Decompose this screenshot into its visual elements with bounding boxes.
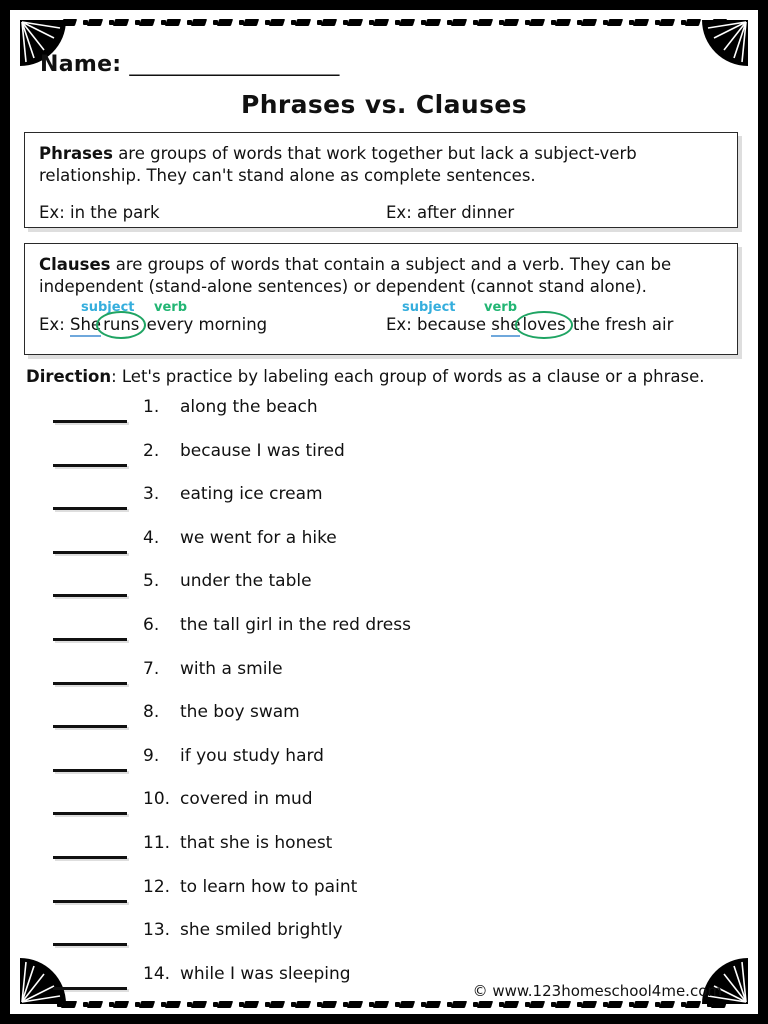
page-title: Phrases vs. Clauses bbox=[240, 90, 528, 119]
clauses-example-right-prefix: Ex: because bbox=[386, 314, 492, 334]
item-number: 3. bbox=[143, 484, 160, 505]
answer-blank-line[interactable] bbox=[53, 551, 127, 554]
clauses-example-left bbox=[39, 315, 376, 334]
page-border-bottom bbox=[0, 1014, 768, 1024]
item-number: 7. bbox=[143, 658, 160, 679]
item-text: eating ice cream bbox=[180, 484, 323, 505]
item-text: to learn how to paint bbox=[180, 876, 358, 897]
item-text: we went for a hike bbox=[180, 527, 337, 548]
answer-blank-line[interactable] bbox=[53, 900, 127, 903]
answer-blank-line[interactable] bbox=[53, 682, 127, 685]
item-number: 1. bbox=[143, 397, 160, 417]
page-border-top bbox=[0, 0, 768, 10]
answer-blank-line[interactable] bbox=[53, 420, 127, 423]
site-credit: © www.123homeschool4me.com bbox=[472, 982, 722, 1000]
name-label: Name: bbox=[40, 52, 122, 77]
annotation-subject-label: subject bbox=[81, 299, 135, 315]
clauses-definition-text bbox=[39, 254, 723, 298]
list-item bbox=[10, 525, 758, 569]
answer-blank-line[interactable] bbox=[53, 987, 127, 990]
list-item bbox=[10, 438, 758, 482]
answer-blank-line[interactable] bbox=[53, 507, 127, 510]
answer-blank-line[interactable] bbox=[53, 856, 127, 859]
clauses-definition-body: are groups of words that contain a subject and a verb. They can be independent (stand-alone sentences) or dependent (cannot stand alone). bbox=[39, 255, 672, 296]
list-item bbox=[10, 830, 758, 874]
item-text: the tall girl in the red dress bbox=[180, 614, 411, 635]
practice-item-list bbox=[10, 394, 758, 1004]
clauses-example-left-verb: runs bbox=[103, 314, 140, 334]
name-input-blank[interactable]: ______________________ bbox=[129, 52, 339, 76]
item-number: 13. bbox=[143, 920, 171, 941]
worksheet-content bbox=[10, 10, 758, 1014]
list-item bbox=[10, 394, 758, 438]
phrases-term: Phrases bbox=[39, 144, 113, 163]
annotation-subject-label: subject bbox=[402, 299, 456, 315]
item-number: 9. bbox=[143, 745, 160, 766]
list-item bbox=[10, 699, 758, 743]
answer-blank-line[interactable] bbox=[53, 594, 127, 597]
clauses-annotation-row bbox=[39, 300, 723, 315]
list-item bbox=[10, 786, 758, 830]
annotation-verb-label: verb bbox=[154, 299, 188, 315]
item-number: 4. bbox=[143, 527, 160, 548]
item-text: because I was tired bbox=[180, 440, 345, 461]
item-text: she smiled brightly bbox=[180, 920, 343, 941]
list-item bbox=[10, 481, 758, 525]
clauses-annotation-right bbox=[376, 300, 723, 315]
phrases-example-right: Ex: after dinner bbox=[386, 202, 515, 222]
clauses-annotation-left bbox=[39, 300, 376, 315]
clauses-definition-box bbox=[24, 243, 738, 355]
clauses-example-left-suffix: every morning bbox=[141, 314, 268, 334]
item-number: 2. bbox=[143, 440, 160, 461]
item-text: along the beach bbox=[180, 397, 318, 417]
item-text: under the table bbox=[180, 571, 312, 592]
phrases-definition-box bbox=[24, 132, 738, 228]
answer-blank-line[interactable] bbox=[53, 464, 127, 467]
item-text: while I was sleeping bbox=[180, 963, 351, 984]
clauses-example-right-suffix: the fresh air bbox=[567, 314, 674, 334]
item-text: if you study hard bbox=[180, 745, 324, 766]
item-number: 6. bbox=[143, 614, 160, 635]
list-item bbox=[10, 612, 758, 656]
clauses-example-right-verb: loves bbox=[522, 314, 566, 334]
answer-blank-line[interactable] bbox=[53, 769, 127, 772]
item-text: the boy swam bbox=[180, 702, 300, 723]
item-number: 11. bbox=[143, 832, 171, 853]
item-number: 10. bbox=[143, 789, 171, 810]
item-number: 8. bbox=[143, 702, 160, 723]
clauses-example-left-subject: She bbox=[70, 315, 101, 337]
direction-label: Direction bbox=[26, 367, 112, 386]
annotation-verb-label: verb bbox=[484, 299, 518, 315]
direction-text: : Let's practice by labeling each group of words as a clause or a phrase. bbox=[111, 367, 705, 386]
item-number: 5. bbox=[143, 571, 160, 592]
phrases-example-left: Ex: in the park bbox=[39, 202, 160, 222]
phrases-definition-body: are groups of words that work together but lack a subject-verb relationship. They can't stand alone as complete sentences. bbox=[39, 144, 637, 185]
list-item bbox=[10, 656, 758, 700]
direction-line bbox=[26, 367, 704, 386]
page-border-right bbox=[758, 0, 768, 1024]
item-number: 12. bbox=[143, 876, 171, 897]
answer-blank-line[interactable] bbox=[53, 725, 127, 728]
list-item bbox=[10, 568, 758, 612]
clauses-example-right-subject: she bbox=[491, 315, 520, 337]
clauses-examples-row bbox=[39, 315, 723, 334]
clauses-term: Clauses bbox=[39, 255, 111, 274]
clauses-example-right bbox=[376, 315, 723, 334]
list-item bbox=[10, 874, 758, 918]
phrases-definition-text bbox=[39, 143, 723, 187]
worksheet-sheet bbox=[10, 10, 758, 1014]
item-text: that she is honest bbox=[180, 832, 333, 853]
answer-blank-line[interactable] bbox=[53, 638, 127, 641]
item-text: with a smile bbox=[180, 658, 283, 679]
page-border-left bbox=[0, 0, 10, 1024]
list-item bbox=[10, 743, 758, 787]
item-text: covered in mud bbox=[180, 789, 313, 810]
list-item bbox=[10, 917, 758, 961]
clauses-example-left-prefix: Ex: bbox=[39, 314, 70, 334]
answer-blank-line[interactable] bbox=[53, 812, 127, 815]
name-field-row bbox=[40, 52, 338, 77]
answer-blank-line[interactable] bbox=[53, 943, 127, 946]
phrases-examples-row bbox=[39, 203, 723, 222]
item-number: 14. bbox=[143, 963, 171, 984]
